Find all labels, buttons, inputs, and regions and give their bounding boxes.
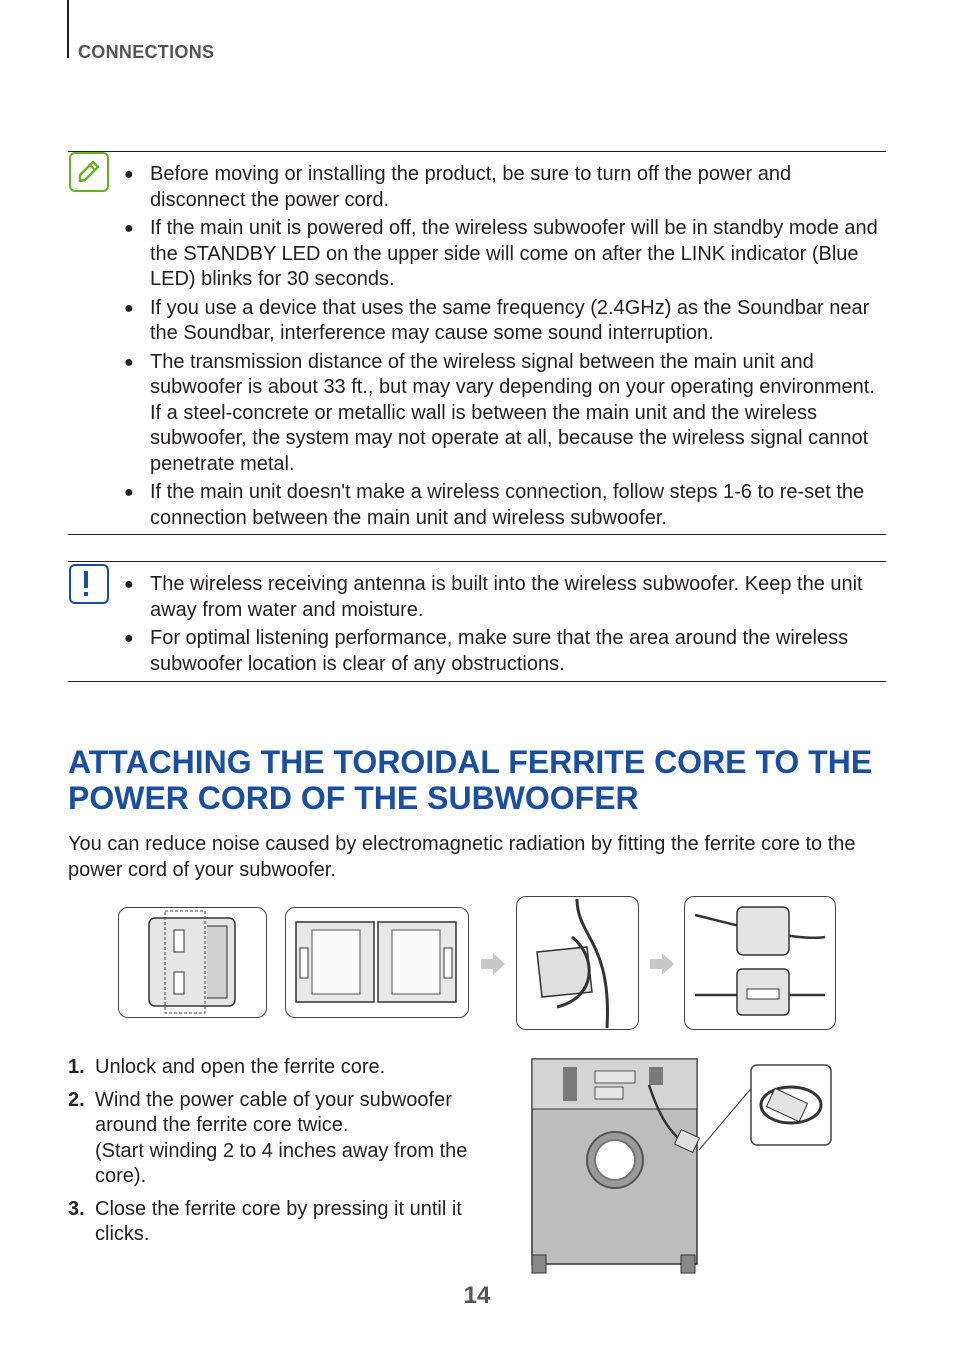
- step-arrow-icon: [650, 953, 674, 975]
- note-item: ● The transmission distance of the wireless signal between the main unit and subwoofer is about 33 ft., but may vary depending on your operating environment. If a steel-concrete or metallic wall is between the main unit and the wireless subwoofer, the system may not operate at all, because the wireless signal cannot penetrate metal.: [124, 350, 875, 475]
- note-item: ● Before moving or installing the product, be sure to turn off the power and disconnect the power cord.: [124, 163, 792, 211]
- step-arrow-icon: [481, 953, 505, 975]
- ferrite-core-winding-figure: [516, 896, 639, 1030]
- ferrite-core-attached-figure: [684, 896, 836, 1030]
- note-item: ● If the main unit is powered off, the wireless subwoofer will be in standby mode and the STANDBY LED on the upper side will come on after the LINK indicator (Blue LED) blinks for 30 seconds.: [124, 217, 878, 290]
- step-item: 2. Wind the power cable of your subwoofer around the ferrite core twice. (Start winding 2 to 4 inches away from the core).: [68, 1088, 468, 1187]
- caution-box: [68, 561, 886, 682]
- step-item: 3. Close the ferrite core by pressing it until it clicks.: [68, 1197, 462, 1245]
- section-side-rule: [67, 0, 69, 58]
- section-label: CONNECTIONS: [78, 42, 215, 62]
- note-item: ● If the main unit doesn't make a wireless connection, follow steps 1-6 to re-set the connection between the main unit and wireless subwoofer.: [124, 481, 865, 529]
- caution-item: ● The wireless receiving antenna is built into the wireless subwoofer. Keep the unit away from water and moisture.: [124, 573, 863, 621]
- note-pencil-icon: [69, 152, 109, 192]
- ferrite-core-closed-figure: [118, 907, 267, 1018]
- caution-item: ● For optimal listening performance, make sure that the area around the wireless subwoofer location is clear of any obstructions.: [124, 627, 849, 675]
- subwoofer-illustration: [529, 1055, 834, 1275]
- caution-list: [124, 572, 884, 680]
- page-number: 14: [463, 1282, 491, 1309]
- section-heading: ATTACHING THE TOROIDAL FERRITE CORE TO THE POWER CORD OF THE SUBWOOFER: [68, 744, 873, 816]
- caution-exclamation-icon: [69, 564, 109, 604]
- ferrite-core-open-figure: [285, 907, 469, 1018]
- section-intro: You can reduce noise caused by electromagnetic radiation by fitting the ferrite core to the power cord of your subwoofer.: [68, 833, 856, 881]
- note-item: ● If you use a device that uses the same frequency (2.4GHz) as the Soundbar near the Soundbar, interference may cause some sound interruption.: [124, 296, 870, 344]
- note-box: [68, 151, 886, 535]
- note-list: [124, 162, 884, 534]
- step-item: 1. Unlock and open the ferrite core.: [68, 1056, 386, 1078]
- steps-list: [68, 1055, 468, 1255]
